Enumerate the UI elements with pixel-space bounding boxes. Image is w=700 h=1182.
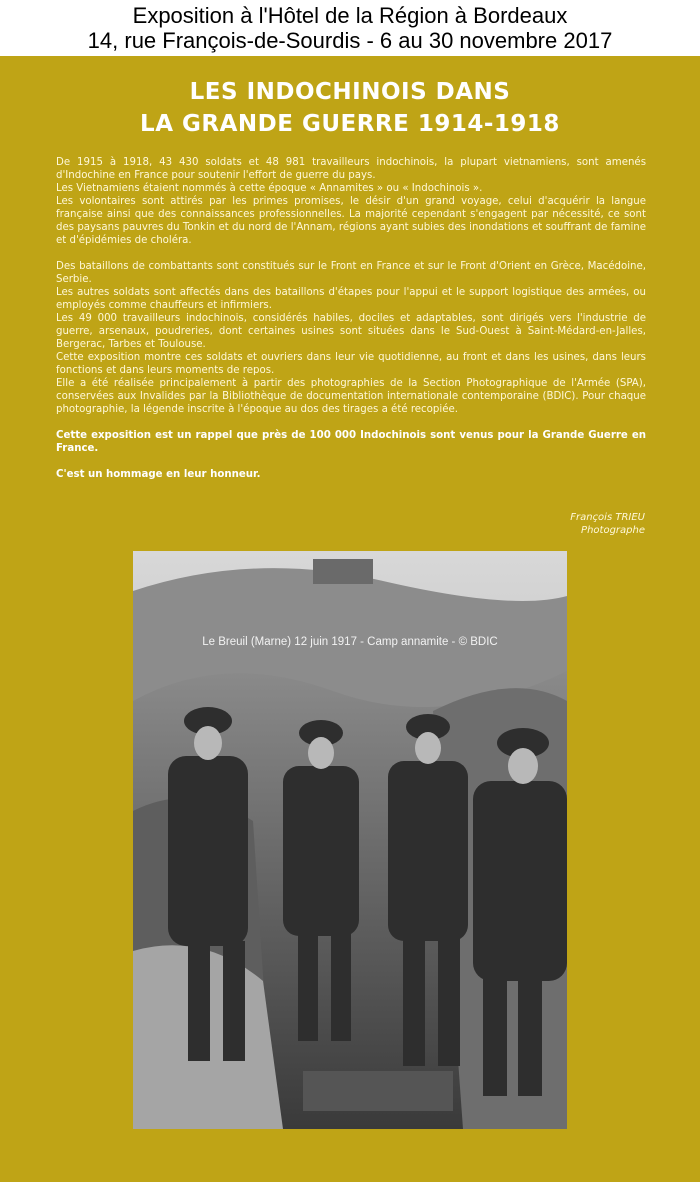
exhibition-venue: Exposition à l'Hôtel de la Région à Bordeaux (132, 3, 568, 28)
paragraph: Les volontaires sont attirés par les primes promises, le désir d'un grand voyage, celui d'acquérir la langue française ainsi que des connaissances professionnelles. La majorité cependant s'engagent par nécessité, ce sont des paysans pauvres du Tonkin et du nord de l'Annam, régions ayant subies des inondations et souffrant de famine et d'épidémies de choléra. (56, 196, 646, 246)
exhibition-address-dates: 14, rue François-de-Sourdis - 6 au 30 novembre 2017 (87, 28, 613, 53)
spacer (56, 455, 646, 468)
spacer (56, 416, 646, 429)
signature-name: François TRIEU (570, 512, 645, 523)
spacer (56, 247, 646, 260)
paragraph: Les Vietnamiens étaient nommés à cette époque « Annamites » ou « Indochinois ». (56, 183, 483, 194)
exhibition-header (0, 0, 700, 56)
title-line-1: LES INDOCHINOIS DANS (189, 79, 511, 105)
title-line-2: LA GRANDE GUERRE 1914-1918 (140, 111, 560, 137)
paragraph: De 1915 à 1918, 43 430 soldats et 48 981 travailleurs indochinois, la plupart vietnamiens, sont amenés d'Indochine en France pour soutenir l'effort de guerre du pays. (56, 157, 646, 181)
highlight-statement: Cette exposition est un rappel que près de 100 000 Indochinois sont venus pour la Grande Guerre en France. (56, 430, 646, 454)
historical-photo (133, 551, 567, 1129)
page-title (0, 76, 700, 140)
paragraph: Les 49 000 travailleurs indochinois, considérés habiles, dociles et adaptables, sont dirigés vers l'industrie de guerre, arsenaux, poudreries, dont certaines usines sont situées dans le Sud-Ouest à Saint-Médard-en-Jalles, Bergerac, Tarbes et Toulouse. (56, 313, 646, 350)
article-body (56, 156, 646, 481)
signature-role: Photographe (581, 525, 645, 536)
photo-caption: Le Breuil (Marne) 12 juin 1917 - Camp annamite - © BDIC (202, 636, 498, 648)
paragraph: Les autres soldats sont affectés dans des bataillons d'étapes pour l'appui et le support logistique des armées, ou employés comme chauffeurs et infirmiers. (56, 287, 646, 311)
paragraph: Elle a été réalisée principalement à partir des photographies de la Section Photographique de l'Armée (SPA), conservées aux Invalides par la Bibliothèque de documentation internationale contemporaine (BDIC). Pour chaque photographie, la légende inscrite à l'époque au dos des tirages a été recopiée. (56, 378, 646, 415)
paragraph: Cette exposition montre ces soldats et ouvriers dans leur vie quotidienne, au front et dans les usines, dans leurs fonctions et dans leurs moments de repos. (56, 352, 646, 376)
signature (570, 511, 645, 537)
paragraph: Des bataillons de combattants sont constitués sur le Front en France et sur le Front d'Orient en Grèce, Macédoine, Serbie. (56, 261, 646, 285)
tribute-statement: C'est un hommage en leur honneur. (56, 469, 261, 480)
